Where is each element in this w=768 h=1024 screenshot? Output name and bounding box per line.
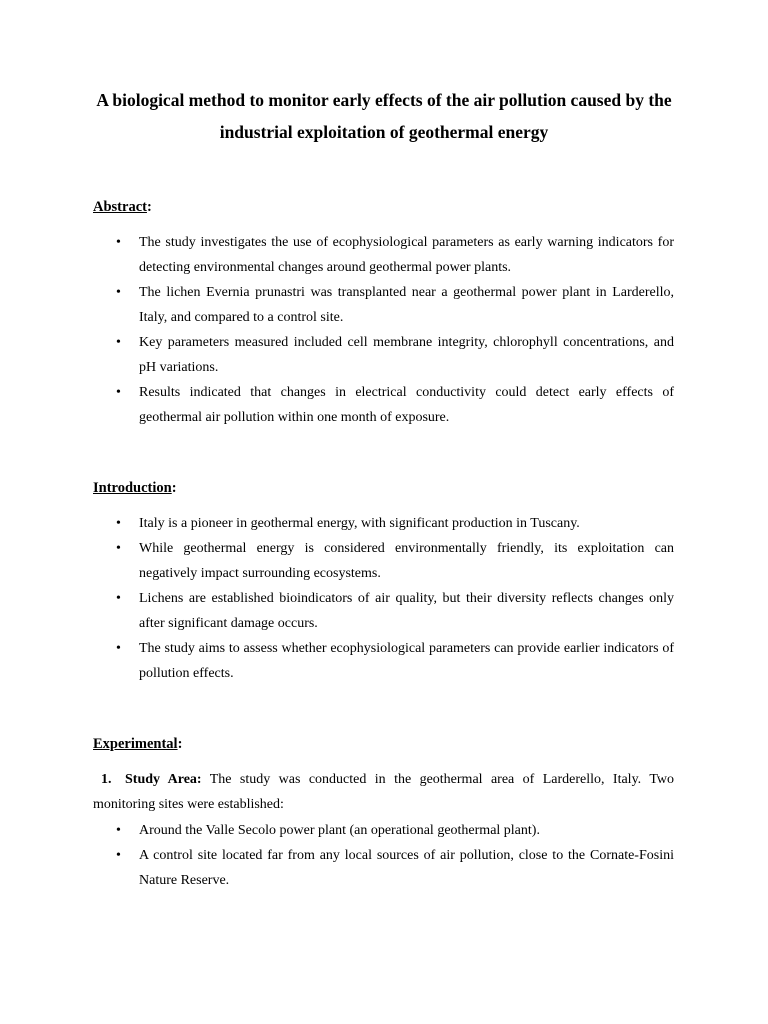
bullet-icon: • xyxy=(116,823,121,838)
list-item: • Around the Valle Secolo power plant (an operational geothermal plant). xyxy=(93,818,674,843)
bullet-icon: • xyxy=(116,516,121,531)
list-item: • Key parameters measured included cell membrane integrity, chlorophyll concentrations, and pH variations. xyxy=(93,330,674,380)
item-label: Study Area: xyxy=(125,772,202,787)
experimental-heading: Experimental: xyxy=(93,736,183,752)
item-number: 1. xyxy=(101,772,112,787)
list-item: • Results indicated that changes in electrical conductivity could detect early effects of geothermal air pollution within one month of exposure. xyxy=(93,380,674,430)
abstract-list xyxy=(93,230,674,430)
list-item: • While geothermal energy is considered environmentally friendly, its exploitation can negatively impact surrounding ecosystems. xyxy=(93,536,674,586)
bullet-icon: • xyxy=(116,641,121,656)
introduction-heading: Introduction: xyxy=(93,480,177,496)
list-item: • Italy is a pioneer in geothermal energy, with significant production in Tuscany. xyxy=(93,511,674,536)
abstract-heading: Abstract: xyxy=(93,199,152,215)
item-text: The study was conducted in the geothermal area of Larderello, Italy. Two monitoring sites were established: xyxy=(93,772,675,812)
introduction-list xyxy=(93,511,674,686)
list-item: • A control site located far from any local sources of air pollution, close to the Cornate-Fosini Nature Reserve. xyxy=(93,843,674,893)
bullet-icon: • xyxy=(116,235,121,250)
bullet-icon: • xyxy=(116,385,121,400)
document-title: A biological method to monitor early effects of the air pollution caused by the industrial exploitation of geothermal energy xyxy=(96,90,672,142)
experimental-list xyxy=(93,818,674,893)
bullet-icon: • xyxy=(116,848,121,863)
bullet-icon: • xyxy=(116,285,121,300)
list-item: • The study aims to assess whether ecophysiological parameters can provide earlier indicators of pollution effects. xyxy=(93,636,674,686)
list-item: • The study investigates the use of ecophysiological parameters as early warning indicators for detecting environmental changes around geothermal power plants. xyxy=(93,230,674,280)
bullet-icon: • xyxy=(116,335,121,350)
bullet-icon: • xyxy=(116,591,121,606)
bullet-icon: • xyxy=(116,541,121,556)
numbered-item-study-area xyxy=(93,767,674,817)
list-item: • The lichen Evernia prunastri was transplanted near a geothermal power plant in Larderello, Italy, and compared to a control site. xyxy=(93,280,674,330)
list-item: • Lichens are established bioindicators of air quality, but their diversity reflects changes only after significant damage occurs. xyxy=(93,586,674,636)
